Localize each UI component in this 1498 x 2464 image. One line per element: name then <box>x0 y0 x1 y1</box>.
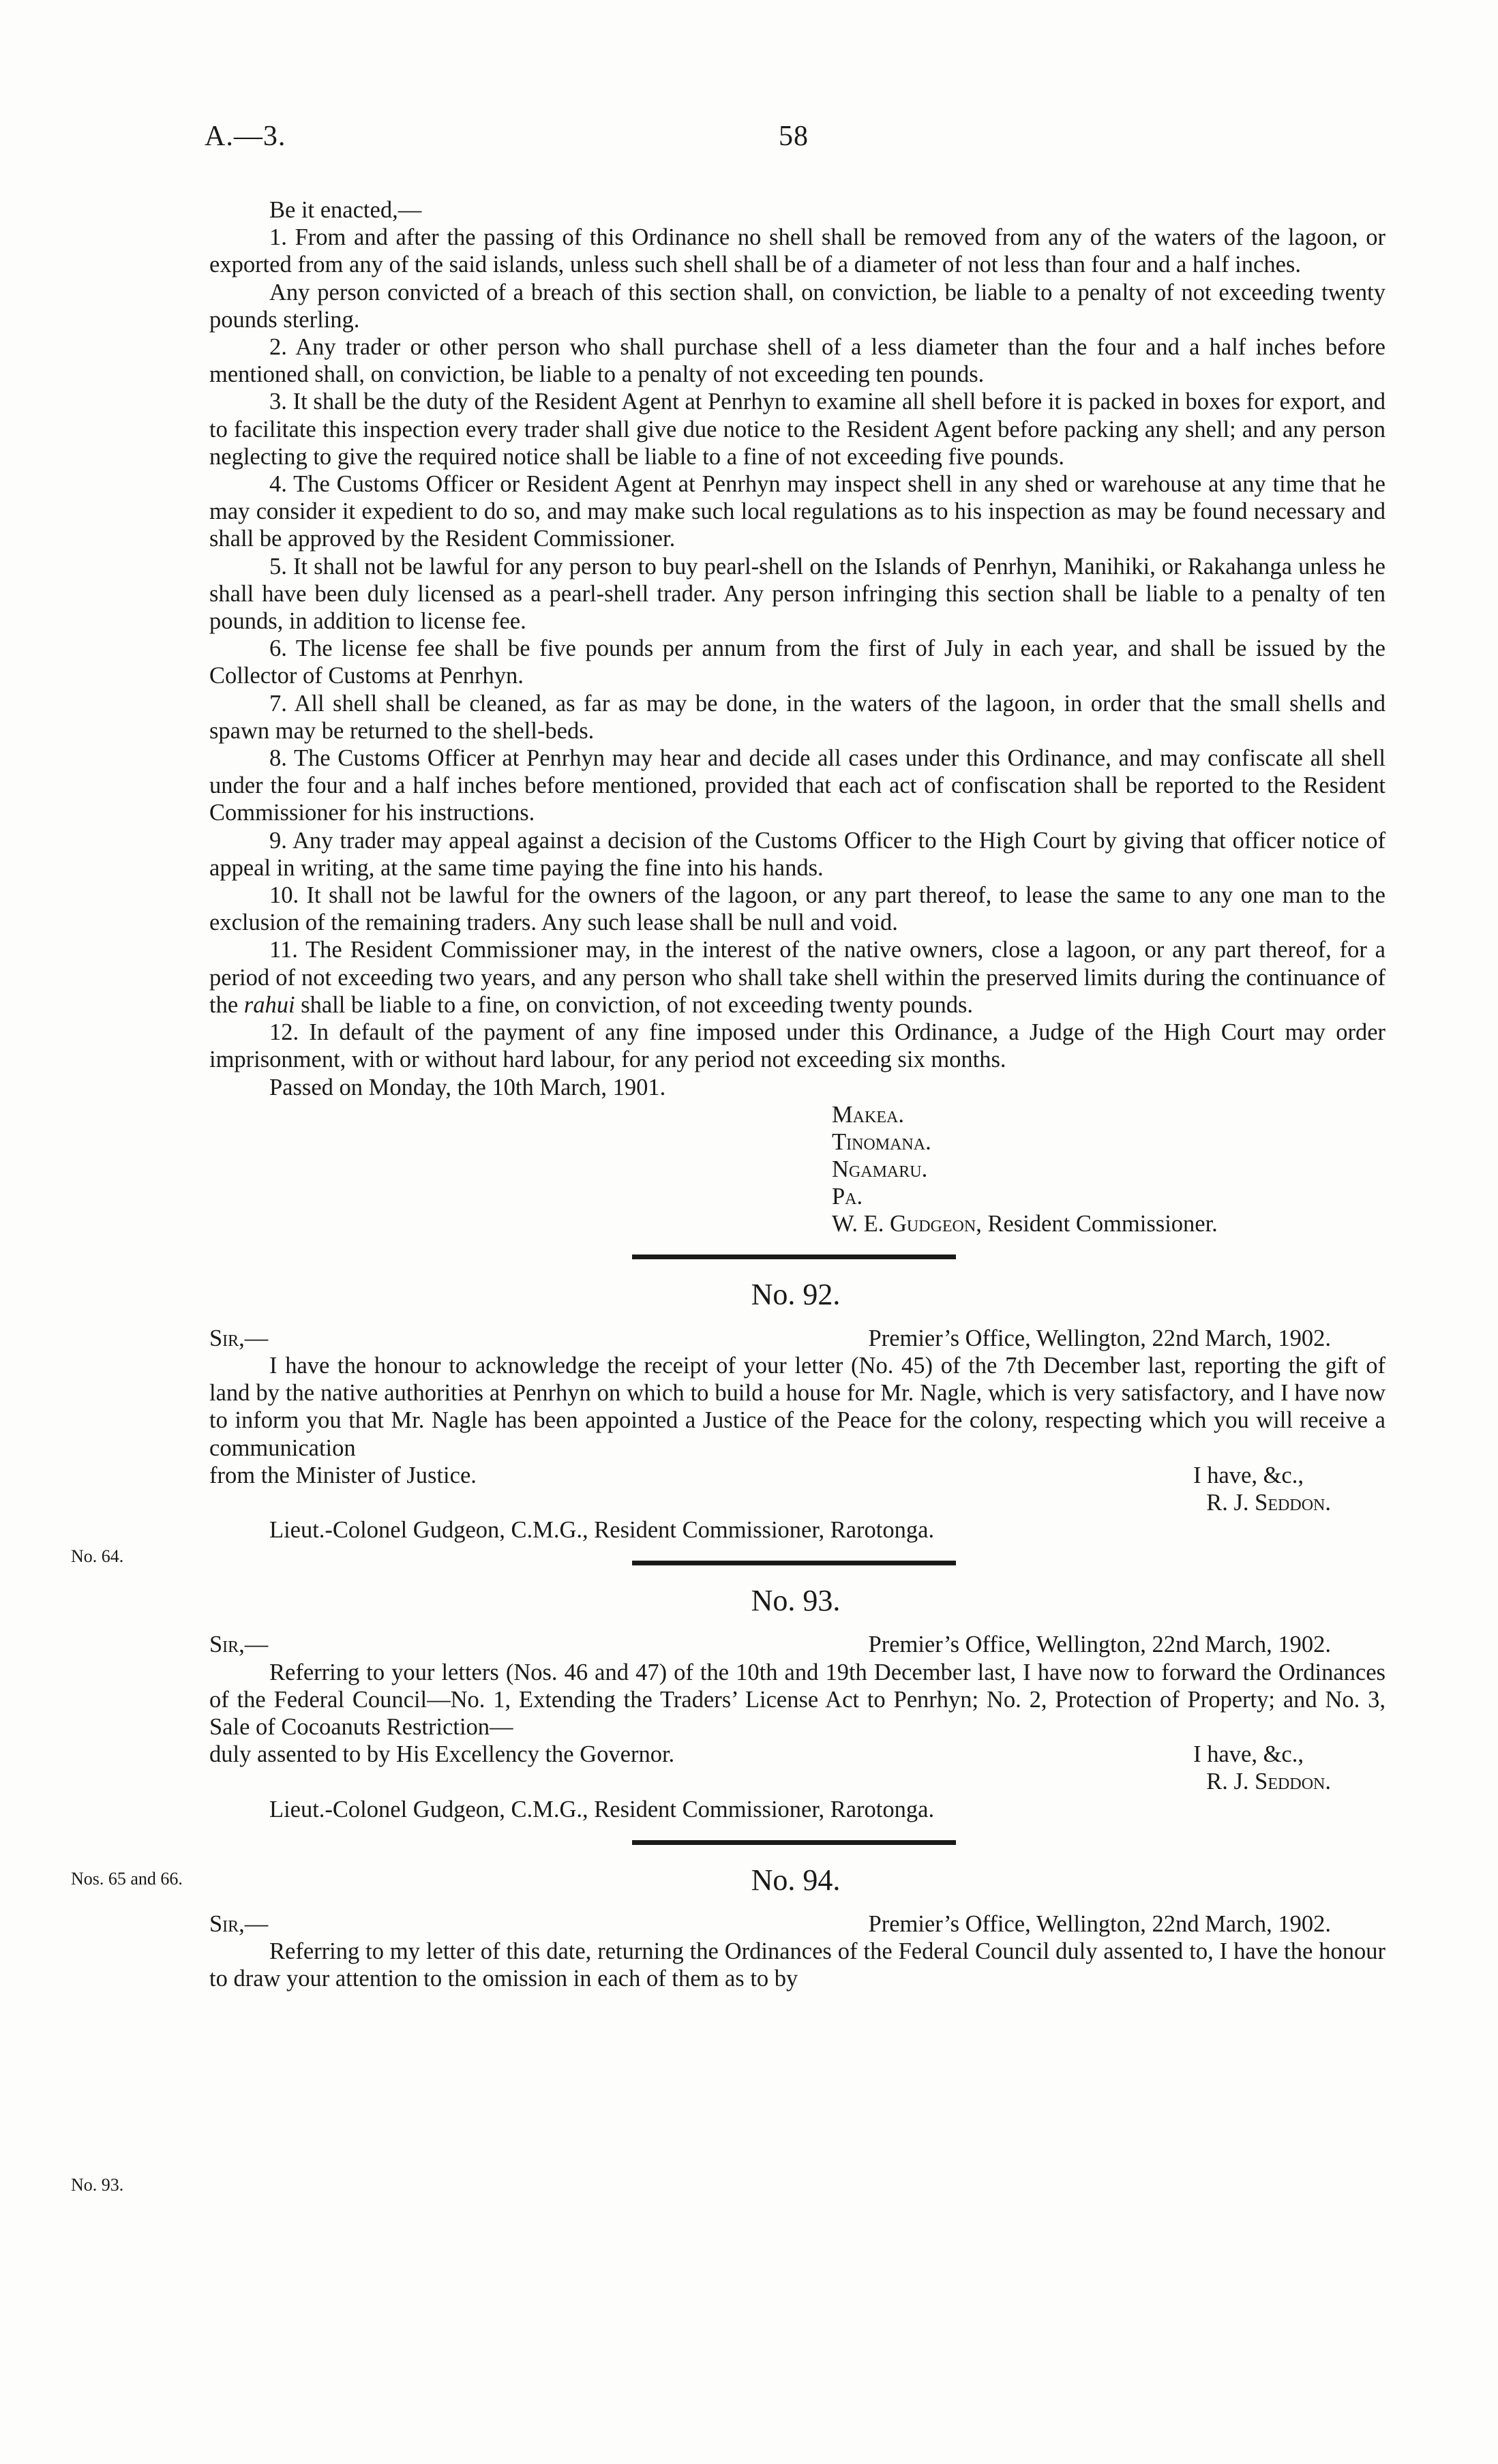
signatory: Pa. <box>832 1183 863 1210</box>
section-divider <box>632 1254 956 1259</box>
margin-reference: No. 64. <box>71 1546 124 1566</box>
addressee: Lieut.-Colonel Gudgeon, C.M.G., Resident Commissioner, Rarotonga. <box>269 1517 935 1544</box>
signer: R. J. Seddon. <box>1206 1489 1331 1516</box>
salutation: Sir,— <box>209 1325 269 1351</box>
ordinance-paragraph: 4. The Customs Officer or Resident Agent at Penrhyn may inspect shell in any shed or warehouse at any time that he may consider it expedient to do so, and may make such local regulations as to his inspection as may be found necessary and shall be approved by the Resident Commissioner. <box>209 471 1385 552</box>
ordinance-paragraph: 3. It shall be the duty of the Resident Agent at Penrhyn to examine all shell before it is packed in boxes for export, and to facilitate this inspection every trader shall give due notice to the Resident Agent before packing any shell; and any person neglecting to give the required notice shall be liable to a fine of not exceeding five pounds. <box>209 389 1385 470</box>
letter-closing-line: from the Minister of Justice. I have, &c., <box>209 1462 1385 1489</box>
section-divider <box>632 1840 956 1845</box>
ordinance-paragraph: Any person convicted of a breach of this section shall, on conviction, be liable to a penalty of not exceeding twenty pounds sterling. <box>209 279 1385 333</box>
office-dateline: Premier’s Office, Wellington, 22nd March, 1902. <box>868 1910 1331 1937</box>
ordinance-paragraph: 1. From and after the passing of this Ordinance no shell shall be removed from any of the waters of the lagoon, or exported from any of the said islands, unless such shell shall be of a diameter of not less than four and a half inches. <box>209 224 1385 278</box>
office-dateline: Premier’s Office, Wellington, 22nd March, 1902. <box>868 1325 1331 1351</box>
section-divider <box>632 1561 956 1565</box>
ordinance-paragraph-11: 11. The Resident Commissioner may, in the interest of the native owners, close a lagoon, or any part thereof, for a period of not exceeding two years, and any person who shall take shell within the preserved limits during the continuance of the rahui shall be liable to a fine, on conviction, of not exceeding twenty pounds. <box>209 937 1385 1018</box>
passed-date: Passed on Monday, the 10th March, 1901. <box>269 1074 666 1100</box>
salutation: Sir,— <box>209 1632 269 1658</box>
salutation: Sir,— <box>209 1910 269 1937</box>
closing: I have, &c., <box>1193 1741 1304 1768</box>
page-body <box>209 196 1385 1992</box>
ordinance-enacted: Be it enacted,— <box>269 197 422 223</box>
ordinance-paragraph: 9. Any trader may appeal against a decision of the Customs Officer to the High Court by giving that officer notice of appeal in writing, at the same time paying the fine into his hands. <box>209 827 1385 881</box>
page-code: A.—3. <box>205 121 286 152</box>
ordinance-paragraph: 6. The license fee shall be five pounds per annum from the first of July in each year, and shall be issued by the Collector of Customs at Penrhyn. <box>209 635 1385 689</box>
signatories <box>209 1101 1385 1237</box>
signatory: Ngamaru. <box>832 1156 928 1182</box>
margin-reference: Nos. 65 and 66. <box>71 1869 183 1889</box>
letter-number: No. 92. <box>751 1277 841 1311</box>
letter-body: Referring to my letter of this date, returning the Ordinances of the Federal Council duly assented to, I have the honour to draw your attention to the omission in each of them as to by <box>209 1938 1385 1992</box>
office-dateline: Premier’s Office, Wellington, 22nd March, 1902. <box>868 1632 1331 1658</box>
letter-body: Referring to your letters (Nos. 46 and 47) of the 10th and 19th December last, I have now to forward the Ordinances of the Federal Council—No. 1, Extending the Traders’ License Act to Penrhyn; No. 2, Protection of Property; and No. 3, Sale of Cocoanuts Restriction— <box>209 1659 1385 1740</box>
signatory: Makea. <box>832 1101 904 1128</box>
signer: R. J. Seddon. <box>1206 1769 1331 1795</box>
letter-closing-line: duly assented to by His Excellency the Governor. I have, &c., <box>209 1741 1385 1768</box>
ordinance-paragraph-12: 12. In default of the payment of any fine imposed under this Ordinance, a Judge of the High Court may order imprisonment, with or without hard labour, for any period not exceeding six months. <box>209 1019 1385 1073</box>
letter-number: No. 93. <box>751 1584 841 1618</box>
ordinance-paragraph: 5. It shall not be lawful for any person to buy pearl-shell on the Islands of Penrhyn, Manihiki, or Rakahanga unless he shall have been duly licensed as a pearl-shell trader. Any person infringing this section shall be liable to a penalty of ten pounds, in addition to license fee. <box>209 553 1385 635</box>
rahui-term: rahui <box>243 991 295 1018</box>
signatory: Tinomana. <box>832 1128 931 1155</box>
letter-heading <box>209 1631 1385 1658</box>
addressee: Lieut.-Colonel Gudgeon, C.M.G., Resident Commissioner, Rarotonga. <box>269 1796 935 1822</box>
ordinance-paragraph: 8. The Customs Officer at Penrhyn may hear and decide all cases under this Ordinance, and may confiscate all shell under the four and a half inches before mentioned, provided that each act of confiscation shall be reported to the Resident Commissioner for his instructions. <box>209 745 1385 826</box>
ordinance-paragraph: 7. All shell shall be cleaned, as far as may be done, in the waters of the lagoon, in order that the small shells and spawn may be returned to the shell-beds. <box>209 690 1385 744</box>
page-number: 58 <box>779 121 809 152</box>
closing: I have, &c., <box>1193 1462 1304 1488</box>
margin-reference: No. 93. <box>71 2175 124 2195</box>
letter-body: I have the honour to acknowledge the receipt of your letter (No. 45) of the 7th December last, reporting the gift of land by the native authorities at Penrhyn on which to build a house for Mr. Nagle, which is very satisfactory, and I have now to inform you that Mr. Nagle has been appointed a Justice of the Peace for the colony, respecting which you will receive a communication <box>209 1352 1385 1461</box>
signatory-resident-commissioner: W. E. Gudgeon, Resident Commissioner. <box>832 1210 1218 1237</box>
letter-number: No. 94. <box>751 1863 841 1897</box>
letter-heading <box>209 1910 1385 1938</box>
ordinance-paragraph: 2. Any trader or other person who shall purchase shell of a less diameter than the four and a half inches before mentioned shall, on conviction, be liable to a penalty of not exceeding ten pounds. <box>209 334 1385 388</box>
ordinance-paragraph: 10. It shall not be lawful for the owners of the lagoon, or any part thereof, to lease the same to any one man to the exclusion of the remaining traders. Any such lease shall be null and void. <box>209 882 1385 936</box>
letter-heading <box>209 1325 1385 1352</box>
